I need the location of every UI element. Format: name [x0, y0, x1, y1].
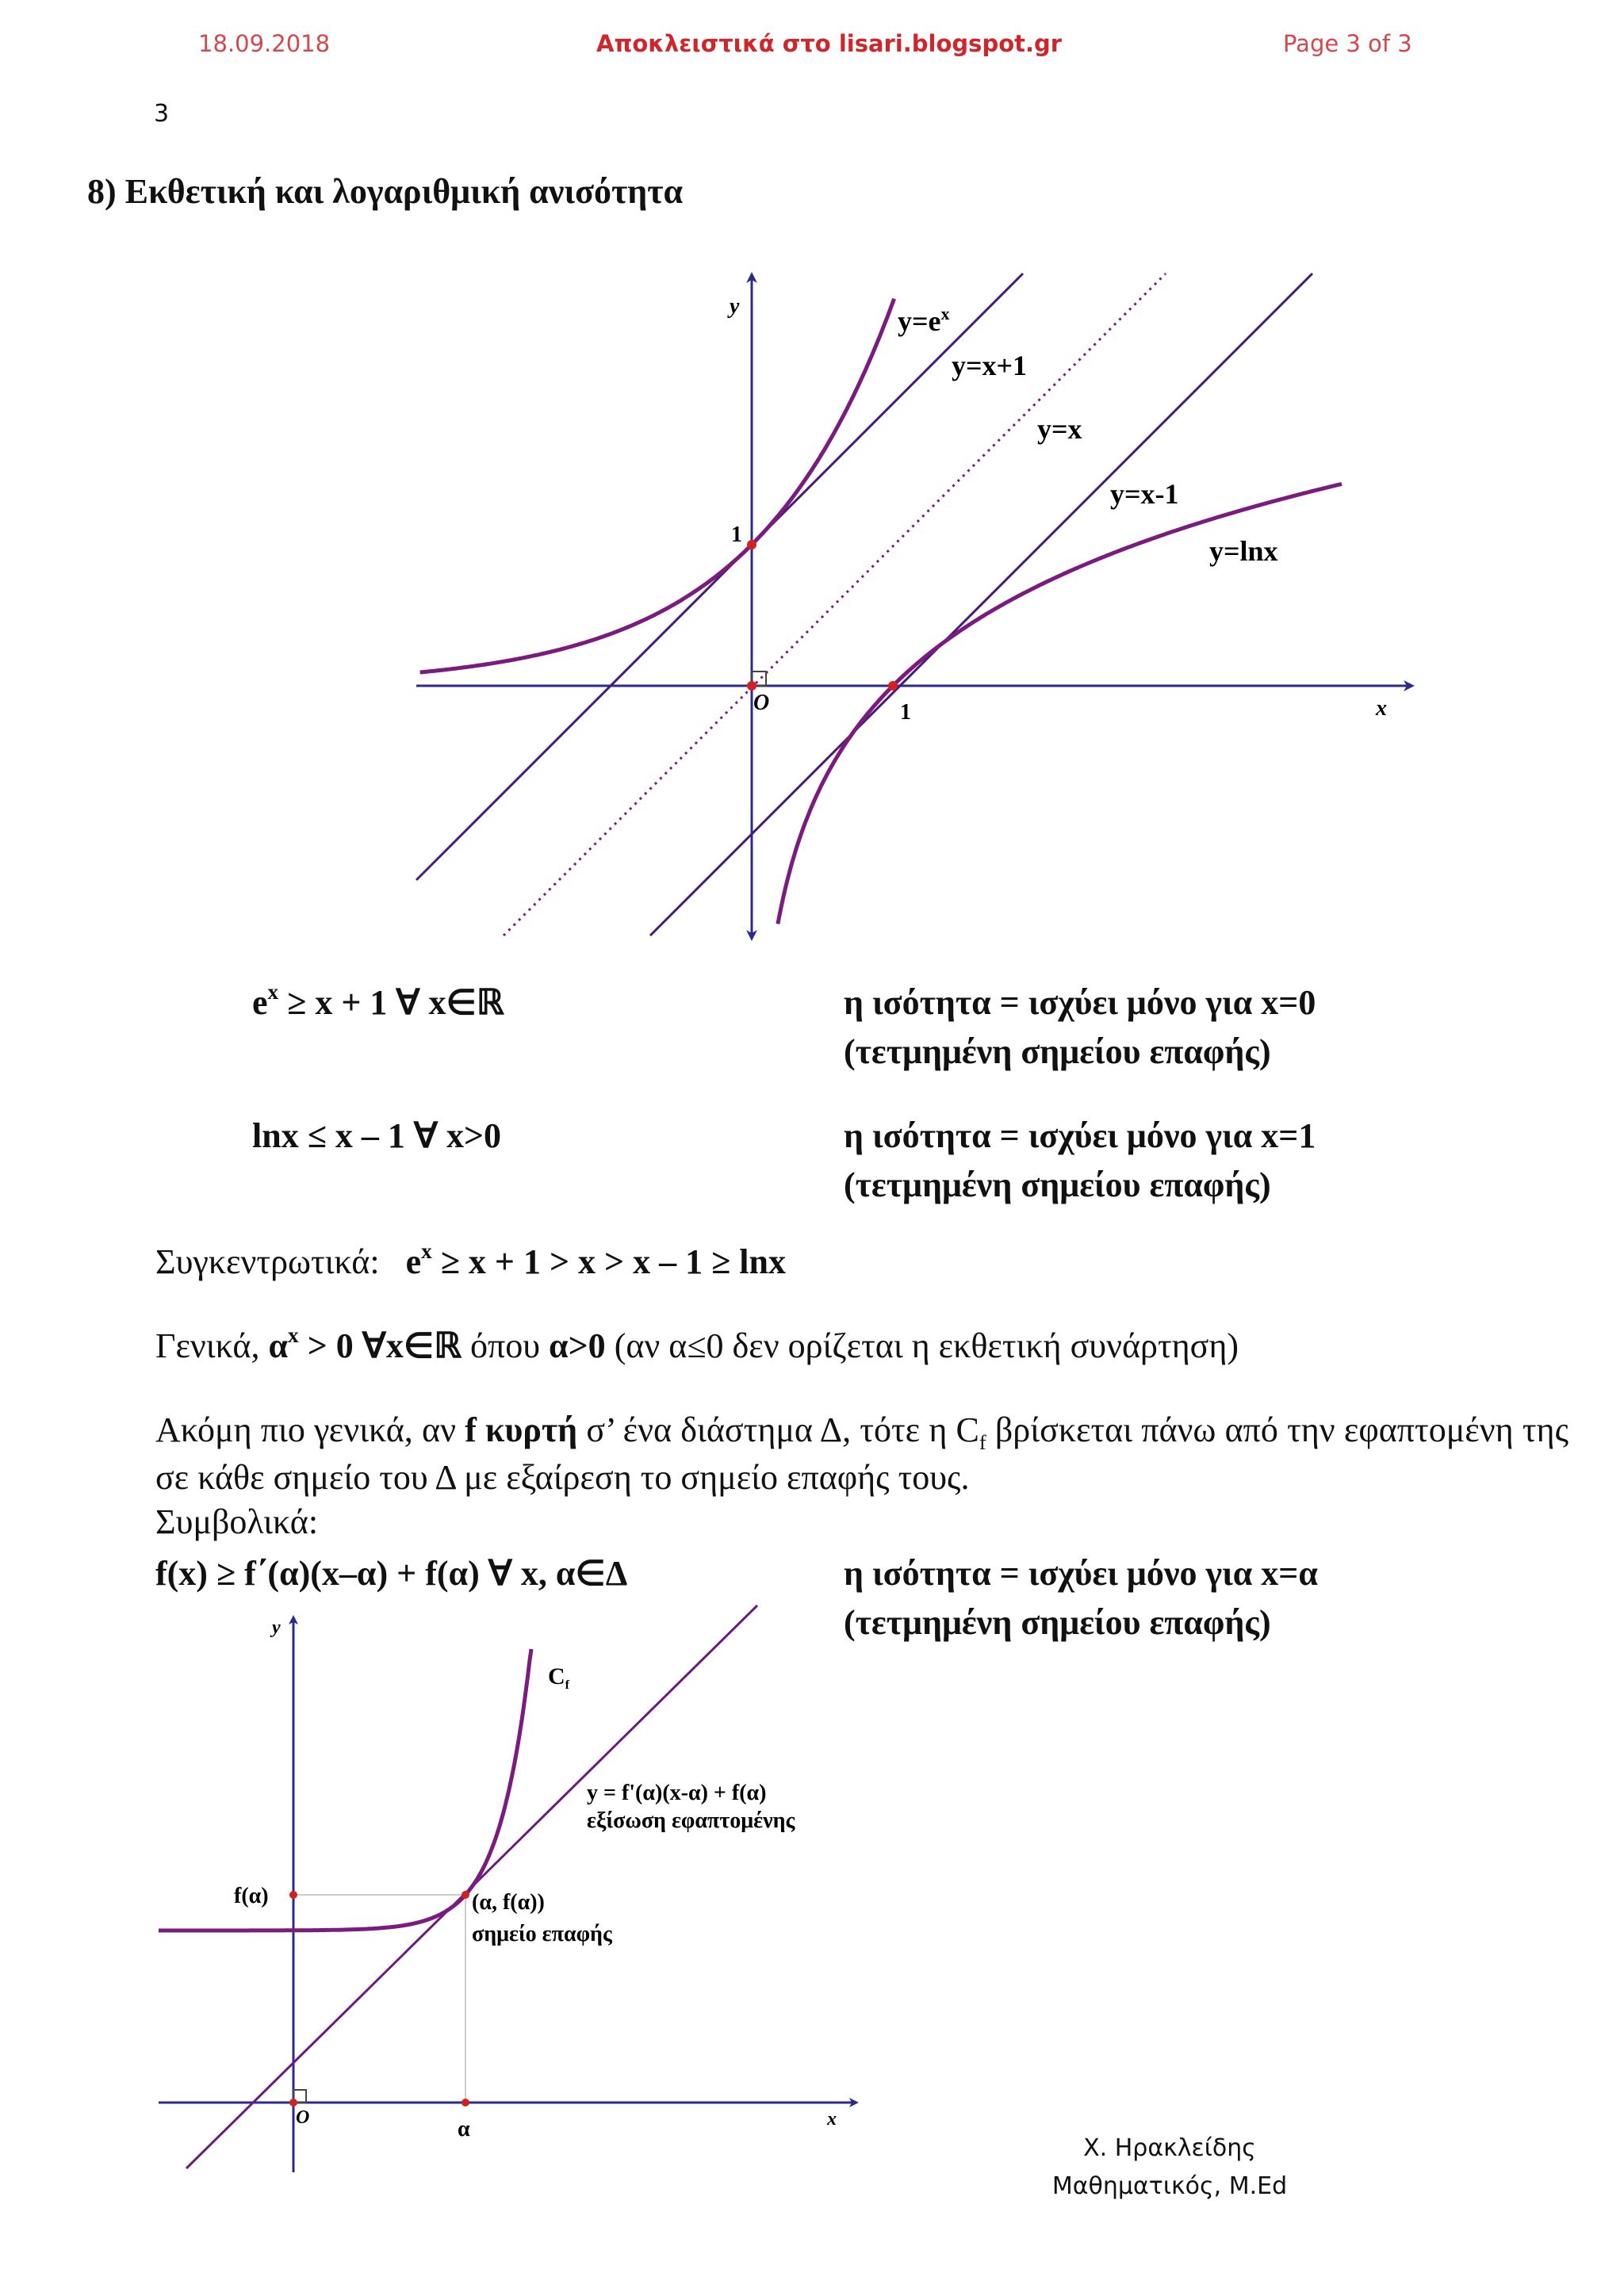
exp-log-graph	[412, 266, 1419, 947]
header-date: 18.09.2018	[198, 30, 331, 57]
origin-label: O	[296, 2107, 310, 2128]
point-0-1	[747, 540, 756, 549]
point-name: σημείο επαφής	[472, 1922, 612, 1946]
page-number: 3	[154, 100, 170, 128]
point-label: (α, f(α))	[472, 1890, 545, 1915]
tick-x-1: 1	[900, 700, 911, 725]
section-title-text: Εκθετική και λογαριθμική ανισότητα	[124, 172, 684, 211]
label-exp: $y=e^x$	[898, 304, 950, 337]
line-y-x-plus-1	[416, 274, 1023, 880]
inequality-ln: lnx ≤ x – 1 ∀ x>0	[252, 1116, 502, 1155]
section-number: 8)	[87, 172, 117, 211]
point-tangency	[462, 1891, 469, 1899]
label-ln: y=lnx	[1209, 535, 1278, 567]
inequality-ln-note: η ισότητα = ισχύει μόνο για x=1 (τετμημένη σημείου επαφής)	[844, 1116, 1316, 1204]
label-x: y=x	[1037, 413, 1082, 445]
inequality-tangent-note: η ισότητα = ισχύει μόνο για x=α (τετμημένη σημείου επαφής)	[844, 1554, 1318, 1642]
point-alpha	[462, 2099, 469, 2107]
point-origin	[747, 681, 756, 691]
tangent-name: εξίσωση εφαπτομένης	[587, 1808, 795, 1833]
point-fa	[289, 1891, 297, 1899]
convex-paragraph: Ακόμη πιο γενικά, αν f κυρτή σ’ ένα διάστημα Δ, τότε η $C_f$ βρίσκεται πάνω από την εφαπτομένη της σε κάθε σημείο του Δ με εξαίρεση το σημείο επαφής τους.	[155, 1410, 1568, 1497]
inequality-exp: $e^x \ge x + 1$ ∀ x∈ℝ	[252, 979, 504, 1022]
point-1-0	[888, 681, 898, 691]
alpha-label: α	[458, 2117, 470, 2141]
summary-line: Συγκεντρωτικά: $e^x \ge x + 1 > x > x - 1 \ge \ln x$	[155, 1238, 786, 1281]
symbolic-label: Συμβολικά:	[155, 1502, 319, 1541]
header-title: Αποκλειστικά στο lisari.blogspot.gr	[596, 30, 1063, 57]
cf-label: $C_f$	[548, 1663, 569, 1692]
line-y-x	[504, 274, 1166, 936]
fa-label: f(α)	[234, 1884, 269, 1908]
y-axis-label: y	[272, 1617, 281, 1638]
label-x-minus-1: y=x-1	[1110, 478, 1179, 510]
origin-label: O	[753, 691, 770, 715]
header-page-indicator: Page 3 of 3	[1283, 30, 1412, 57]
x-axis-label: x	[1376, 696, 1387, 721]
tangent-equation: y = f'(α)(x-α) + f(α)	[587, 1781, 767, 1805]
general-line: Γενικά, $\alpha^x > 0$ ∀x∈ℝ όπου α>0 (αν α≤0 δεν ορίζεται η εκθετική συνάρτηση)	[155, 1322, 1239, 1365]
inequality-exp-note: η ισότητα = ισχύει μόνο για x=0 (τετμημένη σημείου επαφής)	[844, 983, 1316, 1071]
tick-y-1: 1	[731, 522, 742, 547]
tangent-graph	[155, 1601, 868, 2180]
x-axis-label: x	[827, 2109, 837, 2130]
signature: Χ. Ηρακλείδης Μαθηματικός, M.Ed	[1051, 2134, 1288, 2200]
y-axis-label: y	[730, 294, 740, 319]
inequality-tangent: f(x) ≥ f΄(α)(x–α) + f(α) ∀ x, α∈Δ	[155, 1554, 628, 1593]
point-origin	[289, 2099, 297, 2107]
curve-cf	[159, 1649, 531, 1931]
label-x-plus-1: y=x+1	[952, 350, 1028, 381]
section-title	[87, 171, 683, 212]
